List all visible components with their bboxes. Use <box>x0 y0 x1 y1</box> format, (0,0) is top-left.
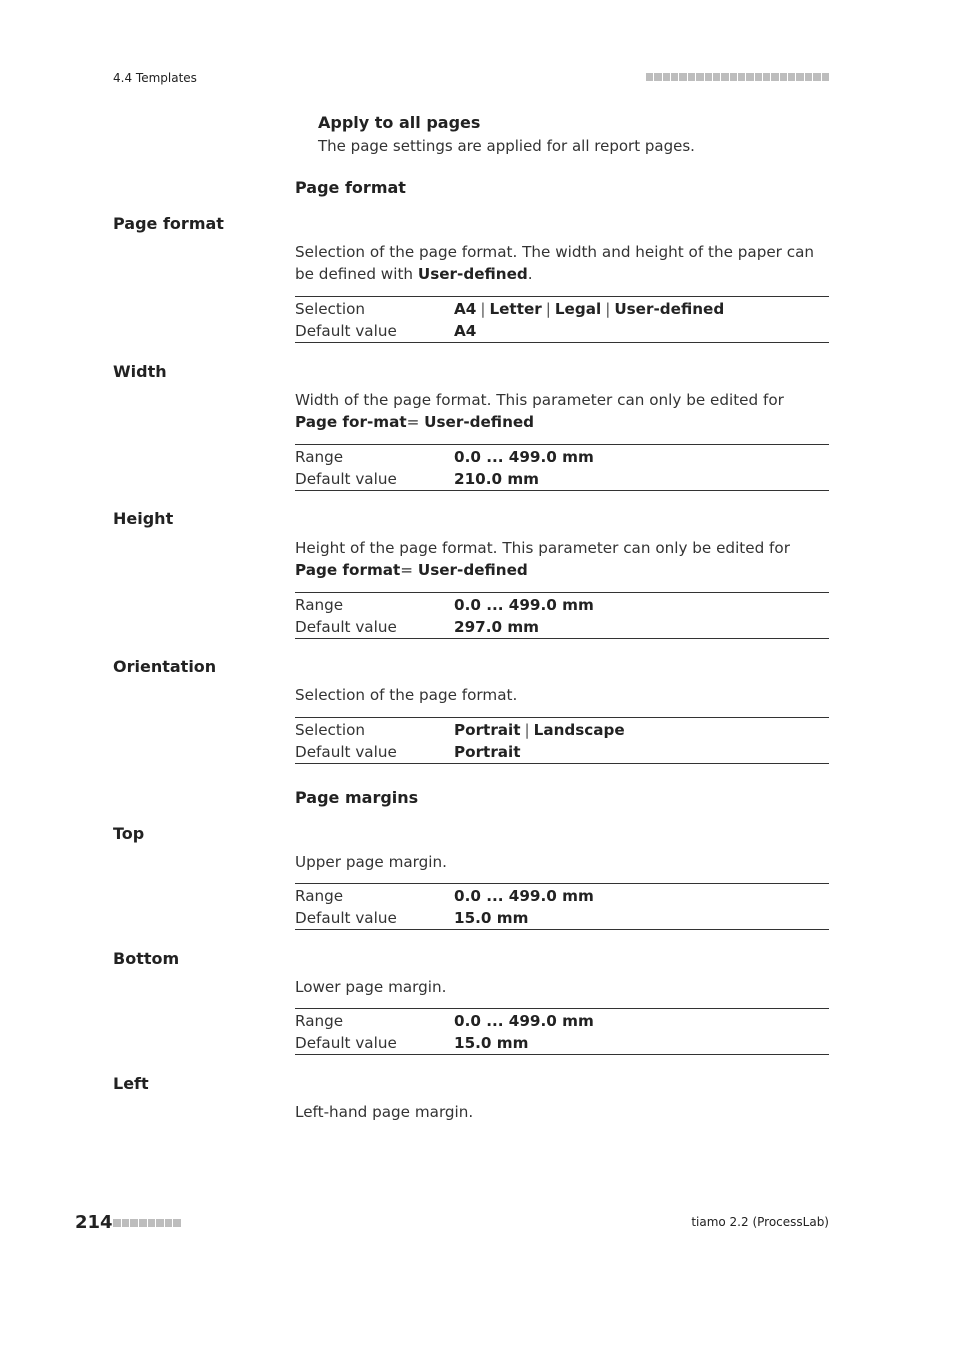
apply-to-all-pages-title: Apply to all pages <box>318 113 481 132</box>
param-label-bottom: Bottom <box>113 949 180 968</box>
param-description-height: Height of the page format. This parameter can only be edited for Page format= User-defined <box>295 539 790 579</box>
param-label-height: Height <box>113 509 174 528</box>
page-number: 214 <box>75 1212 113 1233</box>
section-heading-page-format: Page format <box>295 178 406 197</box>
table-row: Default value Portrait <box>295 743 521 761</box>
table-row: Default value 297.0 mm <box>295 618 539 636</box>
param-label-page-format: Page format <box>113 214 224 233</box>
param-table-bottom <box>295 1008 829 1055</box>
param-table-width <box>295 444 829 491</box>
table-row: Selection Portrait | Landscape <box>295 721 625 739</box>
param-description-top: Upper page margin. <box>295 853 447 871</box>
table-row: Range 0.0 ... 499.0 mm <box>295 887 594 905</box>
param-table-top <box>295 883 829 930</box>
param-description-width: Width of the page format. This parameter can only be edited for Page for-mat= User-defined <box>295 391 784 431</box>
table-row: Default value 15.0 mm <box>295 909 529 927</box>
table-row: Default value A4 <box>295 322 477 340</box>
param-label-width: Width <box>113 362 167 381</box>
param-table-page-format <box>295 296 829 343</box>
header-decoration-squares <box>646 73 829 81</box>
param-label-orientation: Orientation <box>113 657 217 676</box>
selection-options: A4 | Letter | Legal | User-defined <box>454 300 725 318</box>
param-label-top: Top <box>113 824 145 843</box>
param-label-left: Left <box>113 1074 149 1093</box>
section-heading-page-margins: Page margins <box>295 788 419 807</box>
table-row: Default value 15.0 mm <box>295 1034 529 1052</box>
param-table-height <box>295 592 829 639</box>
table-row: Range 0.0 ... 499.0 mm <box>295 448 594 466</box>
selection-options: Portrait | Landscape <box>454 721 625 739</box>
running-header-section: 4.4 Templates <box>113 71 197 85</box>
table-row: Range 0.0 ... 499.0 mm <box>295 596 594 614</box>
footer-product-name: tiamo 2.2 (ProcessLab) <box>691 1215 829 1229</box>
table-row: Default value 210.0 mm <box>295 470 539 488</box>
table-row: Range 0.0 ... 499.0 mm <box>295 1012 594 1030</box>
footer-decoration-squares <box>113 1219 181 1227</box>
param-description-bottom: Lower page margin. <box>295 978 447 996</box>
table-row: Selection A4 | Letter | Legal | User-defined <box>295 300 725 318</box>
param-description-orientation: Selection of the page format. <box>295 686 518 704</box>
apply-to-all-pages-description: The page settings are applied for all report pages. <box>318 137 695 155</box>
param-description-page-format: Selection of the page format. The width and height of the paper can be defined with User-defined. <box>295 243 815 283</box>
param-description-left: Left-hand page margin. <box>295 1103 474 1121</box>
param-table-orientation <box>295 717 829 764</box>
